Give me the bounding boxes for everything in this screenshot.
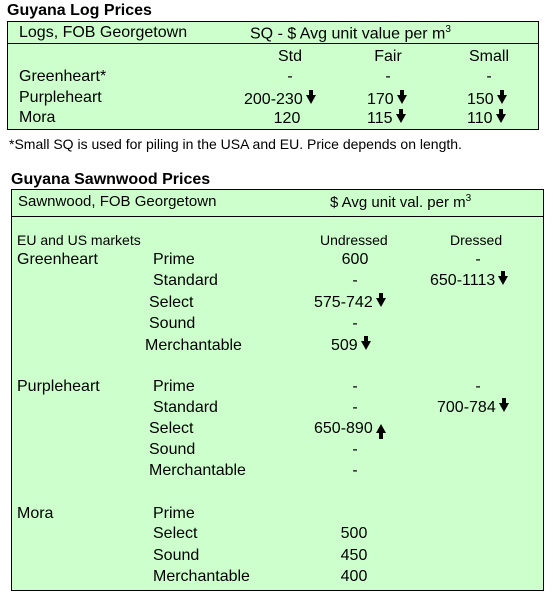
sawn-species-purpleheart: Purpleheart — [17, 378, 100, 395]
down-arrow-icon — [498, 276, 508, 285]
log-purpleheart-std: 200-230 — [244, 91, 316, 109]
log-greenheart-std: - — [287, 68, 293, 85]
sawn-greenheart-standard-dressed: 650-1113 — [430, 272, 508, 290]
log-header-left: Logs, FOB Georgetown — [19, 24, 188, 41]
log-col-fair: Fair — [374, 48, 402, 65]
down-arrow-icon — [376, 298, 386, 307]
sawn-col-dressed: Dressed — [450, 232, 503, 248]
sawn-mora-select-undressed: 500 — [340, 525, 368, 542]
down-arrow-icon — [496, 114, 506, 123]
sawn-greenheart-select-undressed: 575-742 — [314, 294, 386, 312]
sawn-mora-grade-prime: Prime — [153, 505, 195, 522]
down-arrow-icon — [306, 95, 316, 104]
down-arrow-icon — [497, 95, 507, 104]
log-footnote: *Small SQ is used for piling in the USA and EU. Price depends on length. — [9, 136, 462, 152]
sawn-greenheart-grade-prime: Prime — [153, 251, 195, 268]
log-purpleheart-fair: 170 — [367, 91, 407, 109]
sawn-purpleheart-sound-undressed: - — [352, 441, 358, 458]
sawn-species-greenheart: Greenheart — [17, 251, 98, 268]
sawn-mora-merchantable-undressed: 400 — [340, 568, 368, 585]
log-col-small: Small — [468, 48, 509, 65]
log-row-greenheart-name: Greenheart* — [19, 68, 107, 85]
sawn-header-right: $ Avg unit val. per $m^3$ — [330, 193, 472, 211]
log-mora-std: 120 — [273, 110, 301, 127]
sawn-mora-grade-sound: Sound — [153, 547, 200, 564]
sawn-greenheart-grade-standard: Standard — [153, 272, 218, 289]
down-arrow-icon — [396, 114, 406, 123]
sawn-purpleheart-grade-standard: Standard — [153, 399, 218, 416]
down-arrow-icon — [499, 403, 509, 412]
sawn-greenheart-grade-sound: Sound — [149, 315, 196, 332]
sawn-greenheart-grade-select: Select — [149, 294, 194, 311]
sawnwood-prices-title: Guyana Sawnwood Prices — [11, 171, 211, 188]
sawn-greenheart-standard-undressed: - — [352, 272, 358, 289]
sawn-table-divider — [12, 216, 543, 217]
log-row-purpleheart-name: Purpleheart — [19, 89, 102, 106]
sawn-greenheart-prime-dressed: - — [475, 251, 481, 268]
sawn-purpleheart-grade-merchantable: Merchantable — [149, 462, 246, 479]
log-purpleheart-small: 150 — [467, 91, 507, 109]
sawn-purpleheart-prime-dressed: - — [475, 378, 481, 395]
sawn-mora-grade-select: Select — [153, 525, 198, 542]
sawn-greenheart-prime-undressed: 600 — [341, 251, 369, 268]
down-arrow-icon — [361, 341, 371, 350]
sawn-mora-sound-undressed: 450 — [340, 547, 368, 564]
sawn-greenheart-sound-undressed: - — [352, 315, 358, 332]
log-col-std: Std — [277, 48, 302, 65]
sawn-purpleheart-merchantable-undressed: - — [352, 462, 358, 479]
sawn-purpleheart-grade-prime: Prime — [153, 378, 195, 395]
sawn-purpleheart-grade-sound: Sound — [149, 441, 196, 458]
log-prices-title: Guyana Log Prices — [7, 2, 152, 19]
log-row-mora-name: Mora — [19, 109, 56, 126]
log-greenheart-small: - — [486, 68, 492, 85]
sawn-purpleheart-prime-undressed: - — [352, 378, 358, 395]
sawn-header-left: Sawnwood, FOB Georgetown — [18, 193, 217, 210]
sawn-purpleheart-select-undressed: 650-890 — [314, 420, 386, 438]
sawn-species-mora: Mora — [17, 505, 54, 522]
sawn-greenheart-merchantable-undressed: 509 — [331, 337, 371, 355]
log-header-right: SQ - $ Avg unit value per $m^3$ — [250, 24, 451, 43]
sawn-purpleheart-standard-undressed: - — [352, 399, 358, 416]
sawn-purpleheart-standard-dressed: 700-784 — [437, 399, 509, 417]
sawn-greenheart-grade-merchantable: Merchantable — [145, 337, 242, 354]
up-arrow-icon — [376, 424, 386, 433]
sawn-mora-grade-merchantable: Merchantable — [153, 568, 250, 585]
log-mora-small: 110 — [467, 110, 506, 128]
sawn-markets-label: EU and US markets — [17, 232, 141, 248]
sawn-purpleheart-grade-select: Select — [149, 420, 194, 437]
log-mora-fair: 115 — [367, 110, 406, 128]
sawn-col-undressed: Undressed — [320, 232, 388, 248]
down-arrow-icon — [397, 95, 407, 104]
log-greenheart-fair: - — [385, 68, 391, 85]
